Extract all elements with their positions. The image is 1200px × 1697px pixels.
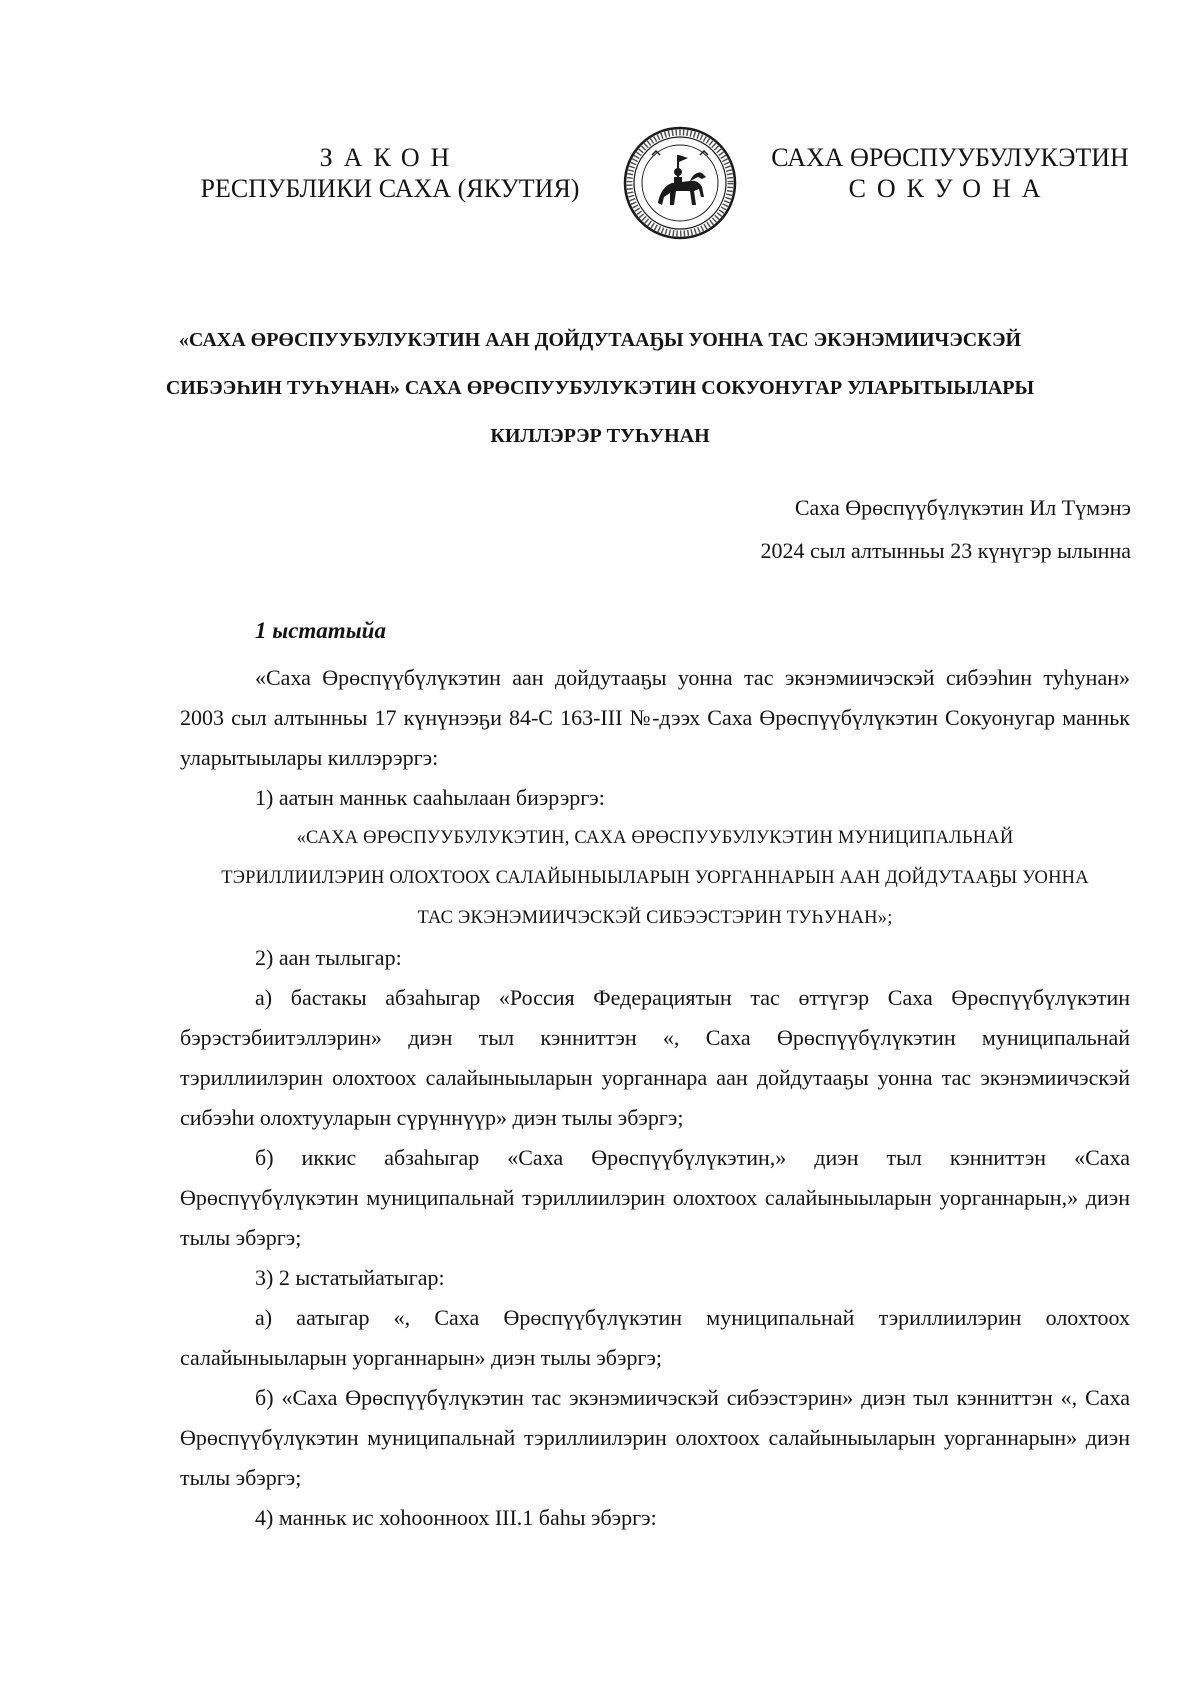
header-right (760, 142, 1140, 204)
quoted-title-line: «САХА ӨРӨСПУУБУЛУКЭТИН, САХА ӨРӨСПУУБУЛУКЭТИН МУНИЦИПАЛЬНАЙ (296, 828, 1014, 848)
paragraph: б) «Саха Өрөспүүбүлүкэтин тас экэнэмиичэскэй сибээстэрин» диэн тыл кэнниттэн «, Саха Өрөспүүбүлүкэтин муниципальнай тэриллиилэрин олохтоох салайыныыларын уорганнарын» диэн тылы эбэргэ; (180, 1385, 1130, 1490)
paragraph: б) иккис абзаһыгар «Саха Өрөспүүбүлүкэтин,» диэн тыл кэнниттэн «Саха Өрөспүүбүлүкэтин муниципальнай тэриллиилэрин олохтоох салайыныыларын уорганнарын,» диэн тылы эбэргэ; (180, 1145, 1130, 1250)
adoption-note (640, 486, 1131, 572)
quoted-title (180, 818, 1130, 938)
paragraph: а) бастакы абзаһыгар «Россия Федерациятын тас өттүгэр Саха Өрөспүүбүлүкэтин бэрэстэбиитэллэрин» диэн тыл кэнниттэн «, Саха Өрөспүүбүлүкэтин муниципальнай тэриллиилэрин олохтоох салайыныыларын уорганнара аан дойдутааҕы уонна тас экэнэмиичэскэй сибээһи олохтууларын сүрүннүүр» диэн тылы эбэргэ; (180, 985, 1130, 1130)
law-label: ЗАКОН (319, 143, 461, 172)
republic-name-ru: РЕСПУБЛИКИ САХА (ЯКУТИЯ) (200, 174, 580, 203)
coat-of-arms-emblem-icon (622, 125, 738, 241)
document-title (140, 316, 1060, 460)
paragraph: 1) аатын манньк сааһылаан биэрэргэ: (255, 785, 605, 810)
quoted-title-line: ТЭРИЛЛИИЛЭРИН ОЛОХТООХ САЛАЙЫНЫЫЛАРЫН УОРГАННАРЫН ААН ДОЙДУТААҔЫ УОННА (221, 868, 1089, 888)
quoted-title-line: ТАС ЭКЭНЭМИИЧЭСКЭЙ СИБЭЭСТЭРИН ТУҺУНАН»; (417, 908, 893, 928)
adoption-date: 2024 сыл алтынньы 23 күнүгэр ылынна (760, 538, 1131, 563)
adopting-body: Саха Өрөспүүбүлүкэтин Ил Түмэнэ (794, 495, 1131, 520)
article-heading: 1 ыстатыйа (255, 618, 386, 643)
title-line: «САХА ӨРӨСПУУБУЛУКЭТИН ААН ДОЙДУТААҔЫ УОННА ТАС ЭКЭНЭМИИЧЭСКЭЙ (178, 329, 1022, 351)
paragraph: 2) аан тылыгар: (255, 945, 402, 970)
title-line: СИБЭЭҺИН ТУҺУНАН» САХА ӨРӨСПУУБУЛУКЭТИН СОКУОНУГАР УЛАРЫТЫЫЛАРЫ (165, 377, 1035, 399)
paragraph: а) аатыгар «, Саха Өрөспүүбүлүкэтин муниципальнай тэриллиилэрин олохтоох салайыныыларын уорганнарын» диэн тылы эбэргэ; (180, 1305, 1130, 1370)
article-body (180, 658, 1130, 1538)
title-line: КИЛЛЭРЭР ТУҺУНАН (490, 425, 710, 447)
republic-name-sakha: САХА ӨРӨСПУУБУЛУКЭТИН (771, 143, 1129, 172)
paragraph: 3) 2 ыстатыйатыгар: (255, 1265, 445, 1290)
paragraph: 4) манньк ис хоһоонноох III.1 баһы эбэргэ: (255, 1505, 657, 1530)
paragraph: «Саха Өрөспүүбүлүкэтин аан дойдутааҕы уонна тас экэнэмиичэскэй сибээһин туһунан» 2003 сыл алтынньы 17 күнүнээҕи 84-С 163-III №-дээх Саха Өрөспүүбүлүкэтин Сокуонугар манньк уларытыылары киллэрэргэ: (180, 665, 1130, 770)
law-label-sakha: СОКУОНА (848, 174, 1052, 203)
header-left (200, 142, 580, 204)
